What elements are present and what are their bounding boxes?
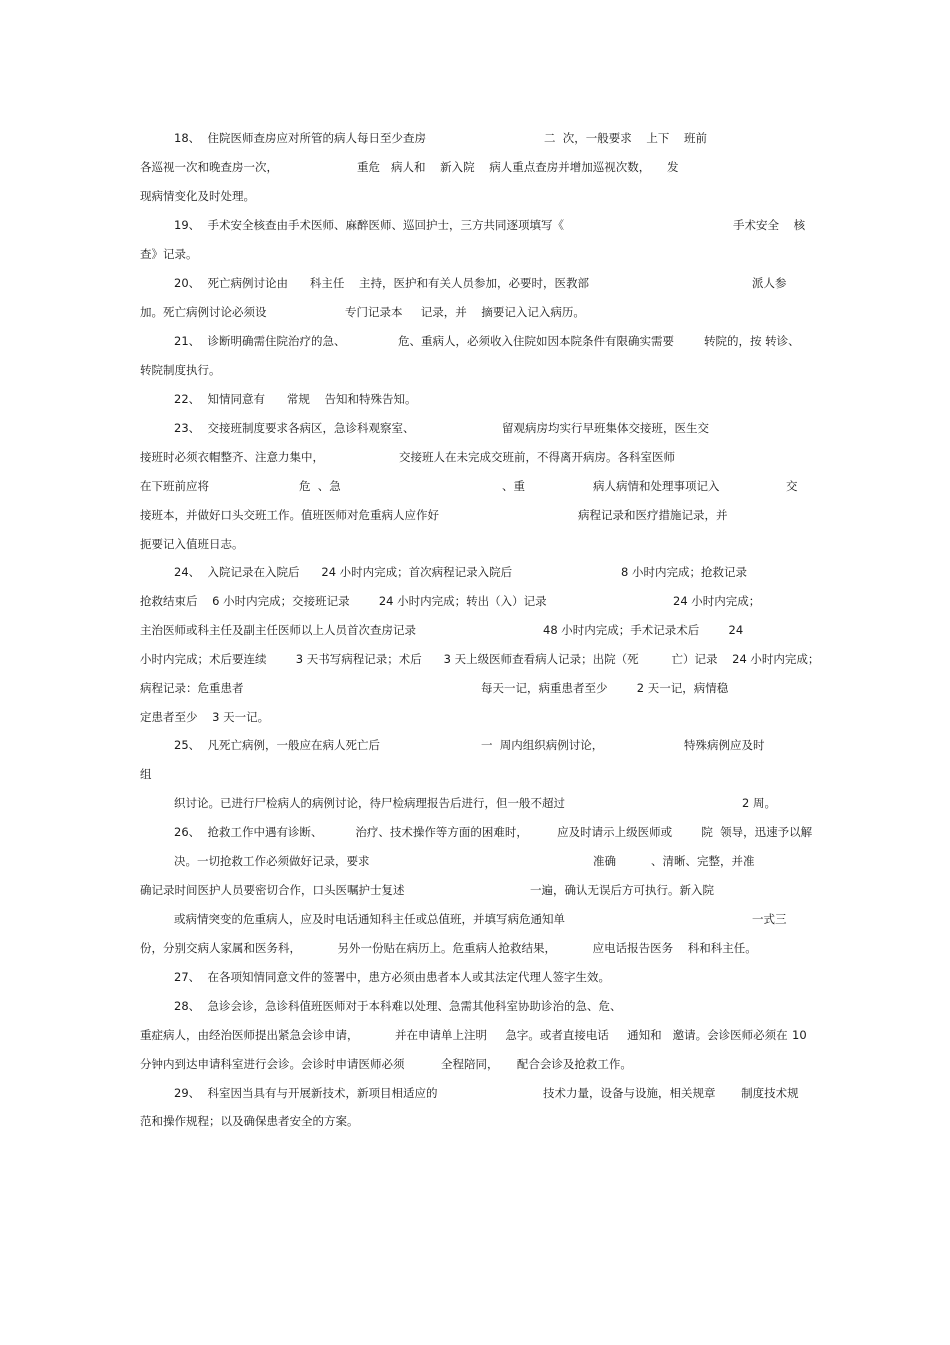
text-line: 手术安全 核 xyxy=(733,218,806,232)
text-line: 危 、急 xyxy=(299,479,341,493)
text-line: 一遍，确认无误后方可执行。新入院 xyxy=(530,883,714,897)
text-line: 22、 知情同意有 常规 告知和特殊告知。 xyxy=(174,392,417,406)
text-line: 各巡视一次和晚查房一次， xyxy=(140,160,278,174)
text-line: 19、 手术安全核查由手术医师、麻醉医师、巡回护士，三方共同逐项填写《 xyxy=(174,218,564,232)
text-line: 技术力量，设备与设施，相关规章 制度技术规 xyxy=(543,1086,799,1100)
text-line: 、清晰、完整，并准 xyxy=(651,854,755,868)
text-line: 病人病情和处理事项记入 xyxy=(593,479,720,493)
text-line: 10 xyxy=(792,1028,807,1042)
text-line: 转院的，按 转诊、 xyxy=(704,334,800,348)
text-line: 确记录时间医护人员要密切合作，口头医嘱护士复述 xyxy=(140,883,405,897)
text-line: 转院制度执行。 xyxy=(140,363,221,377)
text-line: 18、 住院医师查房应对所管的病人每日至少查房 xyxy=(174,131,426,145)
text-line: 留观病房均实行早班集体交接班，医生交 xyxy=(502,421,709,435)
text-line: 24 小时内完成； xyxy=(673,594,761,608)
text-line: 、重 xyxy=(502,479,525,493)
text-line: 组 xyxy=(140,767,152,781)
text-line: 2 周。 xyxy=(742,796,776,810)
text-line: 小时内完成；术后要连续 3 天书写病程记录；术后 3 天上级医师查看病人记录；出院（死 亡）记录 24 小时内完成； xyxy=(140,652,820,666)
text-line: 接班本，并做好口头交班工作。值班医师对危重病人应作好 xyxy=(140,508,439,522)
text-line: 主治医师或科主任及副主任医师以上人员首次查房记录 xyxy=(140,623,416,637)
text-line: 重症病人，由经治医师提出紧急会诊申请， 并在申请单上注明 急字。或者直接电话 通知和 邀请。会诊医师必须在 xyxy=(140,1028,788,1042)
text-line: 特殊病例应及时 xyxy=(684,738,765,752)
text-line: 24、 入院记录在入院后 24 小时内完成；首次病程记录入院后 xyxy=(174,565,513,579)
text-line: 8 小时内完成；抢救记录 xyxy=(621,565,747,579)
text-line: 抢救结束后 6 小时内完成；交接班记录 24 小时内完成；转出（入）记录 xyxy=(140,594,547,608)
text-line: 准确 xyxy=(593,854,616,868)
text-line: 20、 死亡病例讨论由 科主任 主持，医护和有关人员参加，必要时，医教部 xyxy=(174,276,589,290)
text-line: 发 xyxy=(667,160,679,174)
text-line: 每天一记，病重患者至少 2 天一记，病情稳 xyxy=(481,681,729,695)
text-line: 23、 交接班制度要求各病区，急诊科观察室、 xyxy=(174,421,415,435)
text-line: 在下班前应将 xyxy=(140,479,209,493)
text-line: 专门记录本 记录，并 摘要记入记入病历。 xyxy=(345,305,585,319)
text-line: 定患者至少 3 天一记。 xyxy=(140,710,270,724)
text-line: 一 周内组织病例讨论， xyxy=(481,738,604,752)
text-line: 28、 急诊会诊，急诊科值班医师对于本科难以处理、急需其他科室协助诊治的急、危、 xyxy=(174,999,622,1013)
text-line: 27、 在各项知情同意文件的签署中，患方必须由患者本人或其法定代理人签字生效。 xyxy=(174,970,610,984)
text-line: 份，分别交病人家属和医务科， 另外一份贴在病历上。危重病人抢救结果， 应电话报告医务 科和科主任。 xyxy=(140,941,757,955)
text-line: 危、重病人，必须收入住院如因本院条件有限确实需要 xyxy=(398,334,674,348)
text-line: 扼要记入值班日志。 xyxy=(140,537,244,551)
text-line: 病程记录：危重患者 xyxy=(140,681,244,695)
text-line: 48 小时内完成；手术记录术后 24 xyxy=(543,623,744,637)
text-line: 重危 病人和 新入院 病人重点查房并增加巡视次数， xyxy=(357,160,651,174)
text-line: 交 xyxy=(786,479,798,493)
text-line: 或病情突变的危重病人，应及时电话通知科主任或总值班，并填写病危通知单 xyxy=(174,912,565,926)
text-line: 一式三 xyxy=(752,912,787,926)
text-line: 病程记录和医疗措施记录，并 xyxy=(578,508,728,522)
text-line: 现病情变化及时处理。 xyxy=(140,189,255,203)
text-line: 二 次，一般要求 上下 班前 xyxy=(544,131,708,145)
text-line: 接班时必须衣帽整齐、注意力集中， xyxy=(140,450,324,464)
text-line: 21、 诊断明确需住院治疗的急、 xyxy=(174,334,346,348)
text-line: 范和操作规程；以及确保患者安全的方案。 xyxy=(140,1114,359,1128)
text-line: 26、 抢救工作中遇有诊断、 治疗、技术操作等方面的困难时， 应及时请示上级医师或 院 领导，迅速予以解 xyxy=(174,825,813,839)
text-line: 分钟内到达申请科室进行会诊。会诊时申请医师必须 全程陪同， 配合会诊及抢救工作。 xyxy=(140,1057,632,1071)
text-line: 查》记录。 xyxy=(140,247,198,261)
text-line: 29、 科室因当具有与开展新技术，新项目相适应的 xyxy=(174,1086,438,1100)
text-line: 织讨论。已进行尸检病人的病例讨论，待尸检病理报告后进行，但一般不超过 xyxy=(174,796,565,810)
text-line: 交接班人在未完成交班前，不得离开病房。各科室医师 xyxy=(399,450,675,464)
text-line: 加。死亡病例讨论必须设 xyxy=(140,305,267,319)
text-line: 25、 凡死亡病例，一般应在病人死亡后 xyxy=(174,738,380,752)
text-line: 派人参 xyxy=(752,276,787,290)
text-line: 决。一切抢救工作必须做好记录，要求 xyxy=(174,854,370,868)
